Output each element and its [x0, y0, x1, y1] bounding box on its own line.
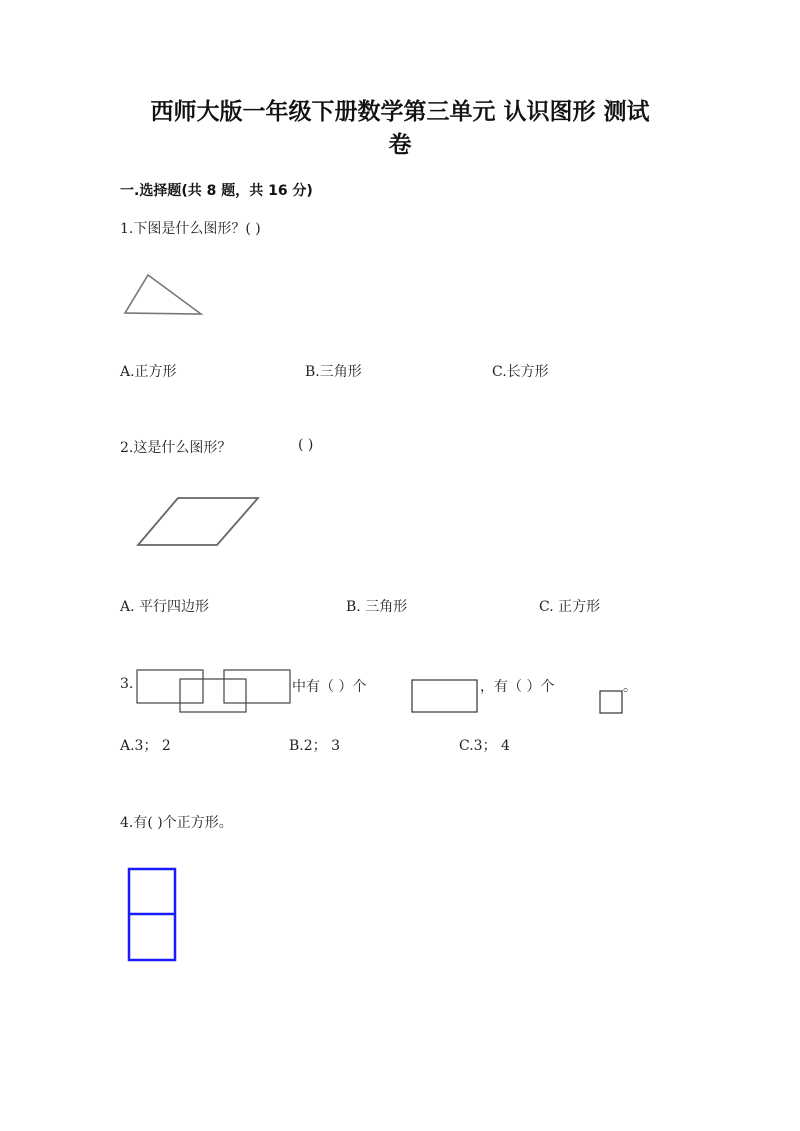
- question-3-text-squares: ，有（ ）个: [480, 679, 555, 695]
- question-2-answer-paren: ( ): [298, 437, 314, 453]
- page-title-continued: 卷: [388, 132, 412, 158]
- question-1-option-a[interactable]: A.正方形: [120, 364, 177, 380]
- page-title: 西师大版一年级下册数学第三单元 认识图形 测试: [150, 99, 650, 125]
- question-3-text-end: 。: [623, 679, 637, 695]
- question-3-option-c[interactable]: C.3； 4: [459, 738, 510, 754]
- question-2-option-b[interactable]: B. 三角形: [346, 599, 408, 615]
- question-2-option-a[interactable]: A. 平行四边形: [120, 599, 210, 615]
- question-4-stem: 4.有( )个正方形。: [120, 815, 233, 831]
- question-2-option-c[interactable]: C. 正方形: [539, 599, 601, 615]
- question-3-option-a[interactable]: A.3； 2: [120, 738, 171, 754]
- question-1-stem: 1.下图是什么图形？( ): [120, 221, 261, 237]
- question-3-text-rectangles: 中有（ ）个: [292, 679, 367, 695]
- section-heading: 一.选择题(共 8 题，共 16 分): [120, 183, 313, 199]
- question-1-option-b[interactable]: B.三角形: [305, 364, 362, 380]
- question-1-option-c[interactable]: C.长方形: [492, 364, 549, 380]
- question-2-stem: 2.这是什么图形？: [120, 440, 232, 456]
- question-3-number: 3.: [120, 676, 134, 692]
- question-3-option-b[interactable]: B.2； 3: [289, 738, 341, 754]
